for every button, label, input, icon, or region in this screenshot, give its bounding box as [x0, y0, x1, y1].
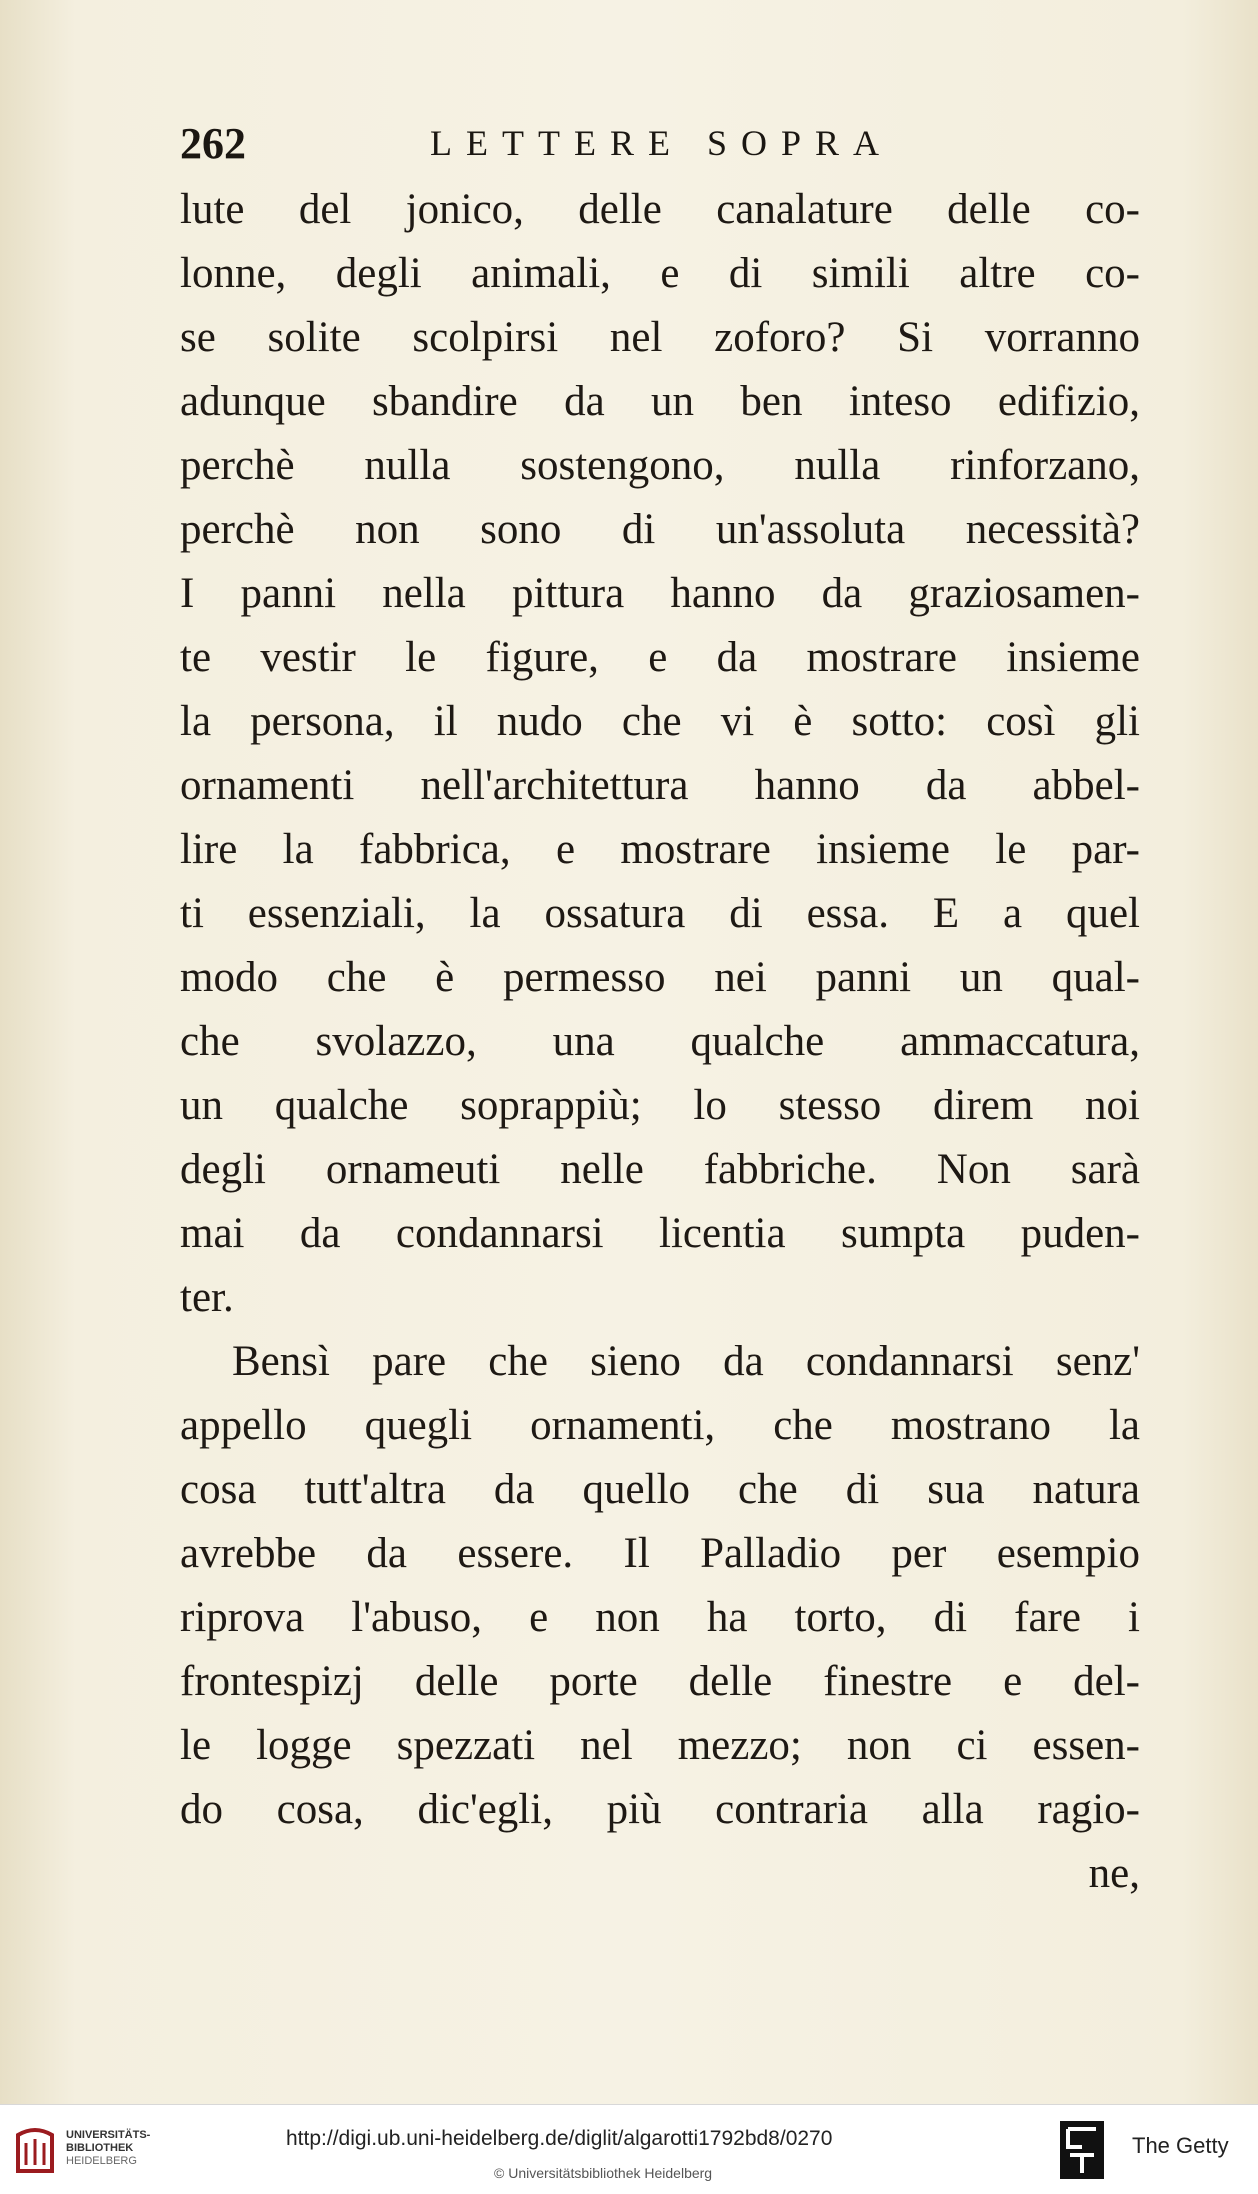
institution-line: HEIDELBERG [66, 2155, 137, 2167]
institution-line: UNIVERSITÄTS- [66, 2129, 151, 2141]
text-line: lute del jonico, delle canalature delle co- [180, 186, 1140, 233]
text-line: lire la fabbrica, e mostrare insieme le par- [180, 826, 1140, 873]
text-line: Bensì pare che sieno da condannarsi senz' [232, 1338, 1140, 1385]
body-text [180, 178, 1140, 1906]
text-line: degli ornameuti nelle fabbriche. Non sarà [180, 1146, 1140, 1193]
getty-logo-icon [1060, 2121, 1104, 2179]
institution-name [66, 2129, 150, 2168]
text-line: che svolazzo, una qualche ammaccatura, [180, 1018, 1140, 1065]
text-line: adunque sbandire da un ben inteso edifizio, [180, 378, 1140, 425]
university-logo-icon [14, 2125, 56, 2175]
permalink[interactable]: http://digi.ub.uni-heidelberg.de/diglit/algarotti1792bd8/0270 [286, 2127, 833, 2150]
copyright-notice: © Universitätsbibliothek Heidelberg [494, 2165, 713, 2181]
text-line: avrebbe da essere. Il Palladio per esempio [180, 1530, 1140, 1577]
page-number: 262 [180, 119, 246, 168]
text-line: riprova l'abuso, e non ha torto, di fare i [180, 1594, 1140, 1641]
text-line: frontespizj delle porte delle finestre e del- [180, 1658, 1140, 1705]
viewer-footer [0, 2104, 1258, 2194]
text-line: modo che è permesso nei panni un qual- [180, 954, 1140, 1001]
text-line: ornamenti nell'architettura hanno da abbel- [180, 762, 1140, 809]
partner-name: The Getty [1132, 2133, 1229, 2158]
text-line: le logge spezzati nel mezzo; non ci essen- [180, 1722, 1140, 1769]
text-line: ti essenziali, la ossatura di essa. E a quel [180, 890, 1140, 937]
text-line: te vestir le figure, e da mostrare insieme [180, 634, 1140, 681]
text-line: appello quegli ornamenti, che mostrano la [180, 1402, 1140, 1449]
text-line: cosa tutt'altra da quello che di sua natura [180, 1466, 1140, 1513]
running-head: LETTERE SOPRA [430, 123, 894, 163]
text-line: perchè non sono di un'assoluta necessità? [180, 506, 1140, 553]
text-line: un qualche soprappiù; lo stesso direm noi [180, 1082, 1140, 1129]
page-header [180, 118, 1140, 178]
text-line: se solite scolpirsi nel zoforo? Si vorranno [180, 314, 1140, 361]
text-line: lonne, degli animali, e di simili altre co- [180, 250, 1140, 297]
text-line: mai da condannarsi licentia sumpta puden- [180, 1210, 1140, 1257]
text-line: I panni nella pittura hanno da graziosamen- [180, 570, 1140, 617]
text-line: do cosa, dic'egli, più contraria alla ragio- [180, 1786, 1140, 1833]
text-line: la persona, il nudo che vi è sotto: così gli [180, 698, 1140, 745]
institution-line: BIBLIOTHEK [66, 2142, 134, 2154]
text-line: perchè nulla sostengono, nulla rinforzano, [180, 442, 1140, 489]
text-line: ter. [180, 1274, 234, 1321]
catchword: ne, [1088, 1850, 1140, 1897]
